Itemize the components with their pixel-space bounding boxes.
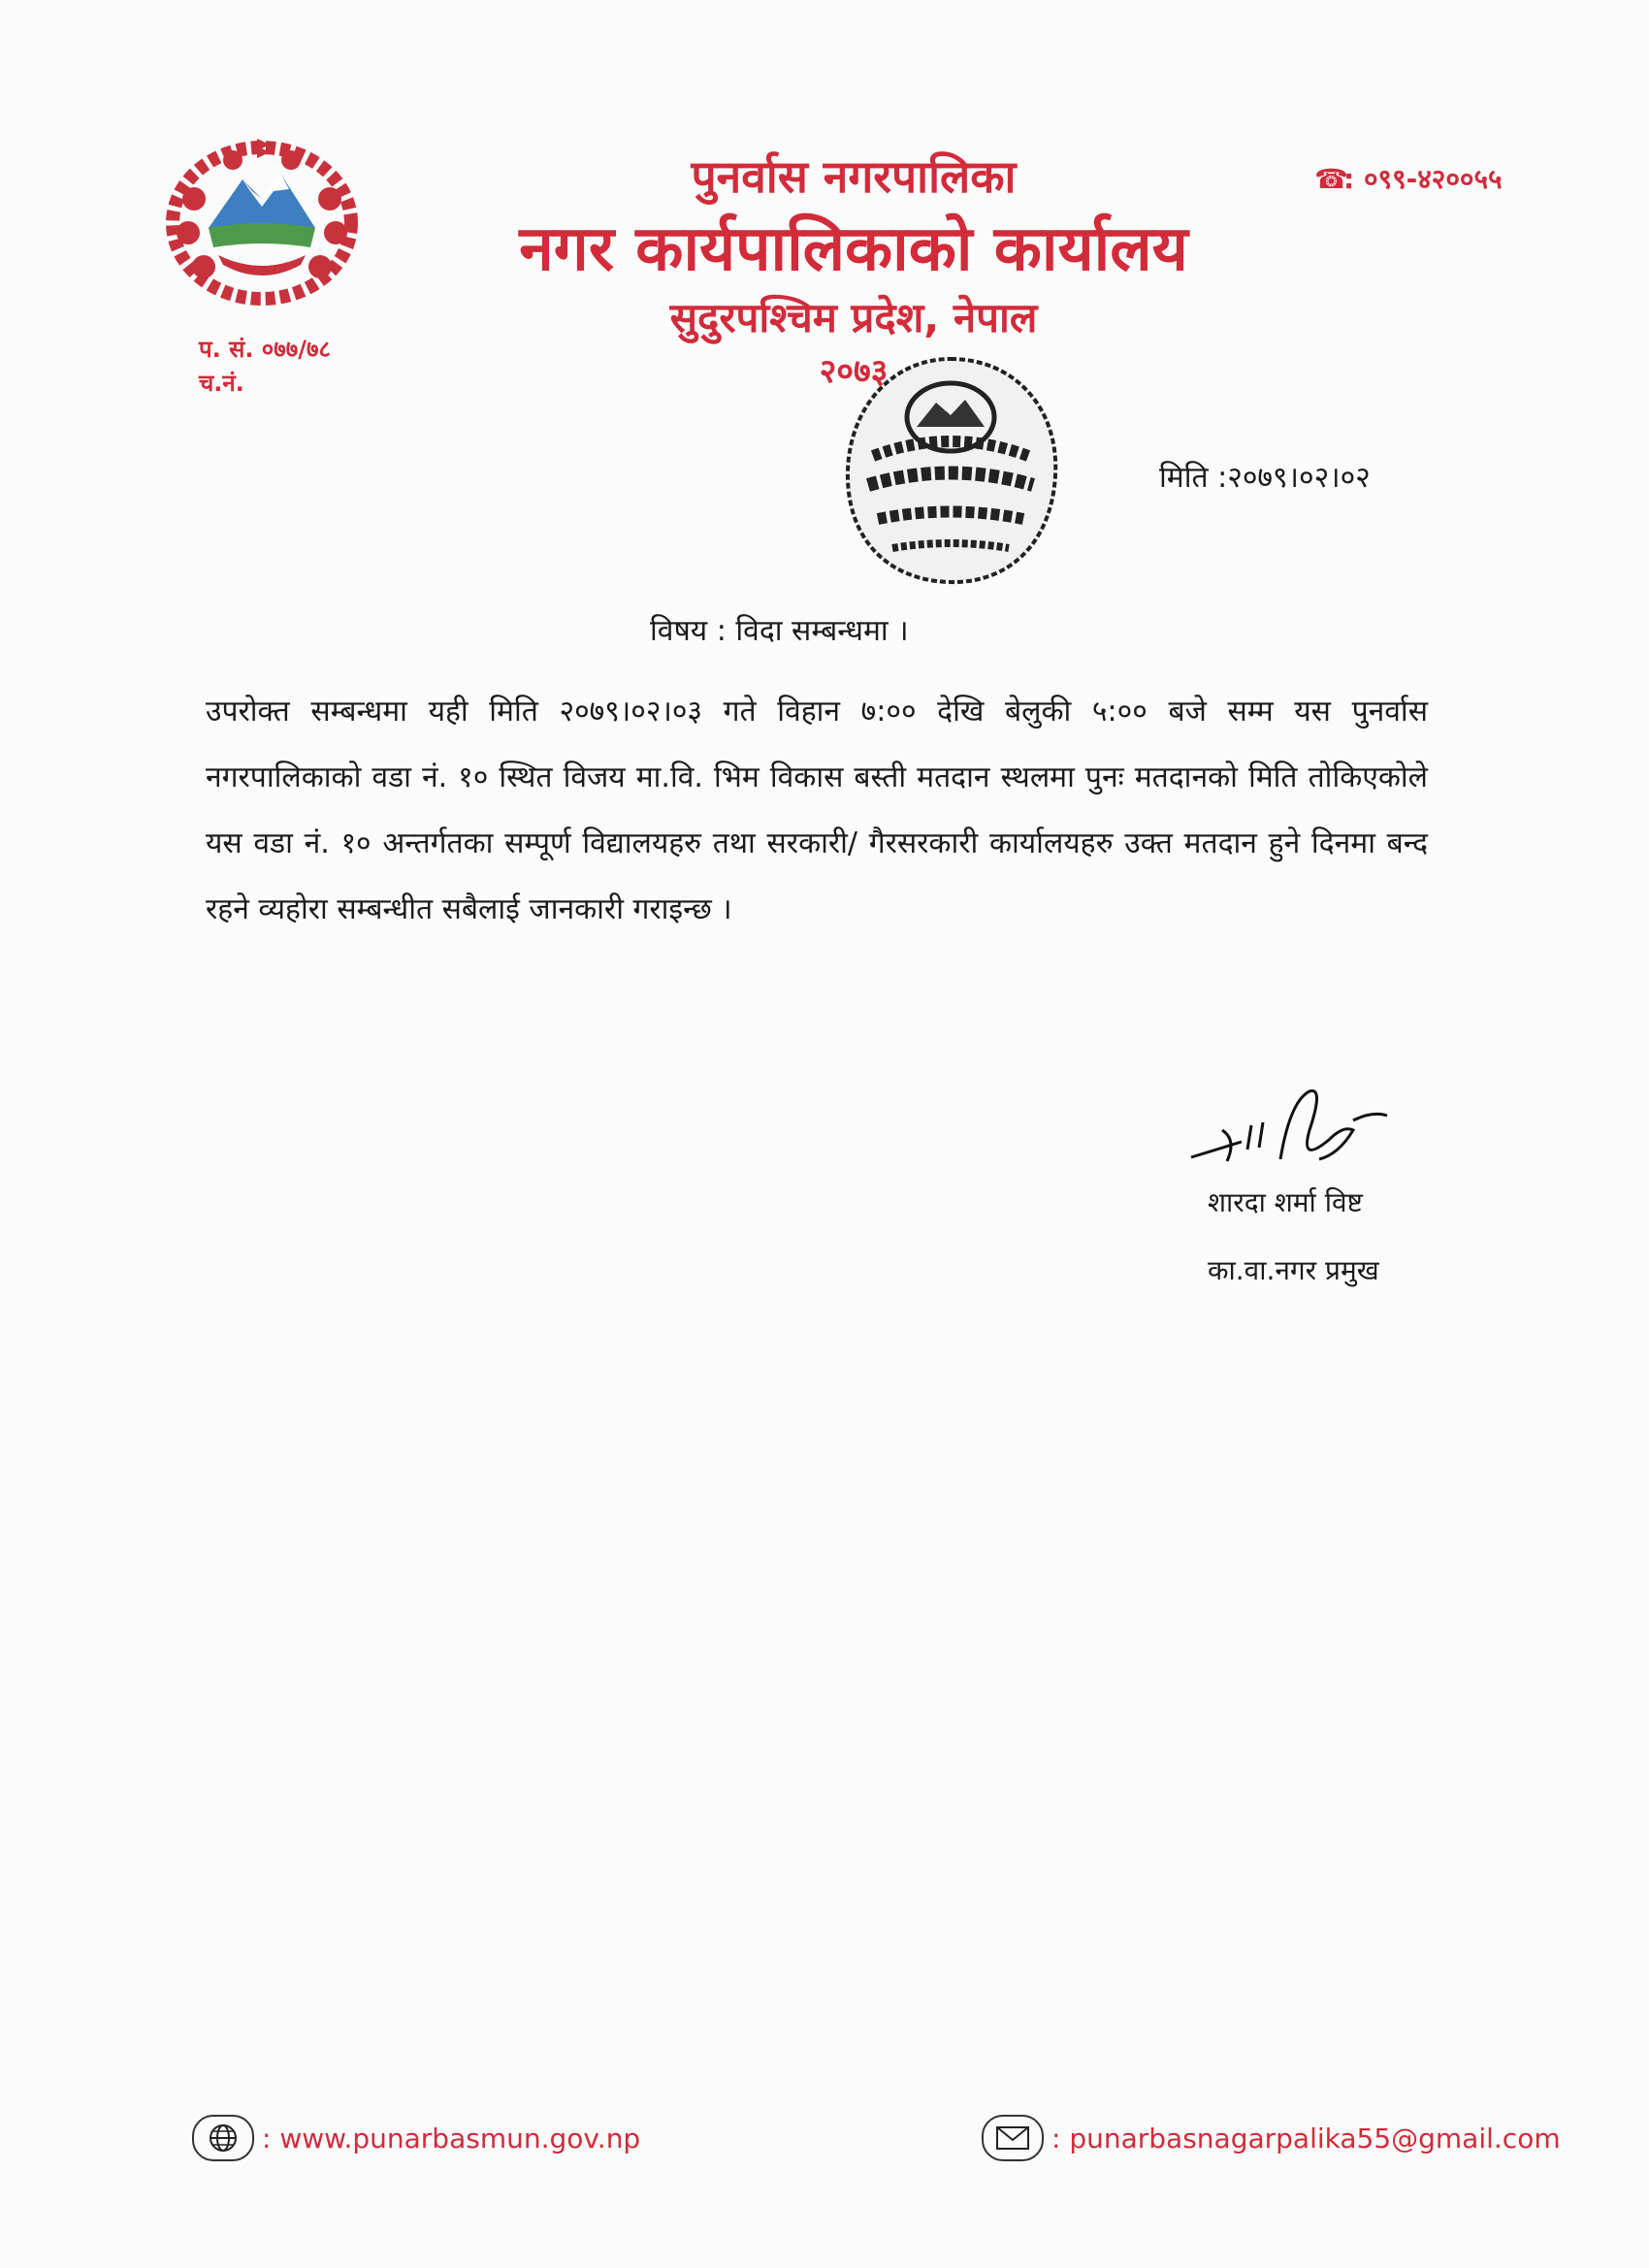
letter-body: उपरोक्त सम्बन्धमा यही मिति २०७९।०२।०३ गते विहान ७:०० देखि बेलुकी ५:०० बजे सम्म यस पुनर्वास नगरपालिकाको वडा नं. १० स्थित विजय मा.वि. भिम विकास बस्ती मतदान स्थलमा पुनः मतदानको मिति तोकिएकोले यस वडा नं. १० अन्तर्गतका सम्पूर्ण विद्यालयहरु तथा सरकारी/ गैरसरकारी कार्यालयहरु उक्त मतदान हुने दिनमा बन्द रहने व्यहोरा सम्बन्धीत सबैलाई जानकारी गराइन्छ । [206, 695, 1428, 926]
footer-website [192, 2115, 640, 2161]
dispatch-number: च.नं. [199, 370, 244, 397]
reference-number: प. सं. ०७७/७८ [199, 336, 331, 363]
envelope-icon [982, 2115, 1044, 2161]
signer-name: शारदा शर्मा विष्ट [1208, 1186, 1363, 1218]
handwritten-signature-icon [1183, 1072, 1406, 1188]
phone-number [1314, 160, 1503, 197]
established-year: २०७३ [819, 352, 889, 391]
telephone-icon: ☎ [1314, 163, 1348, 195]
nepal-emblem-icon [165, 131, 359, 306]
website-link[interactable]: : www.punarbasmun.gov.np [262, 2122, 641, 2155]
office-name: नगर कार्यपालिकाको कार्यालय [519, 213, 1188, 285]
phone-text: : ०९९-४२००५५ [1343, 163, 1503, 195]
email-link[interactable]: : punarbasnagarpalika55@gmail.com [1051, 2122, 1561, 2155]
footer-email [982, 2115, 1561, 2161]
municipality-name: पुनर्वास नगरपालिका [691, 150, 1017, 203]
signer-designation: का.वा.नगर प्रमुख [1208, 1254, 1379, 1286]
province-name: सुदुरपश्चिम प्रदेश, नेपाल [669, 294, 1038, 341]
globe-icon [192, 2115, 254, 2161]
letter-subject: विषय : विदा सम्बन्धमा । [650, 614, 909, 648]
letter-date: मिति :२०७९।०२।०२ [1159, 461, 1371, 495]
office-stamp-icon [834, 349, 1067, 592]
